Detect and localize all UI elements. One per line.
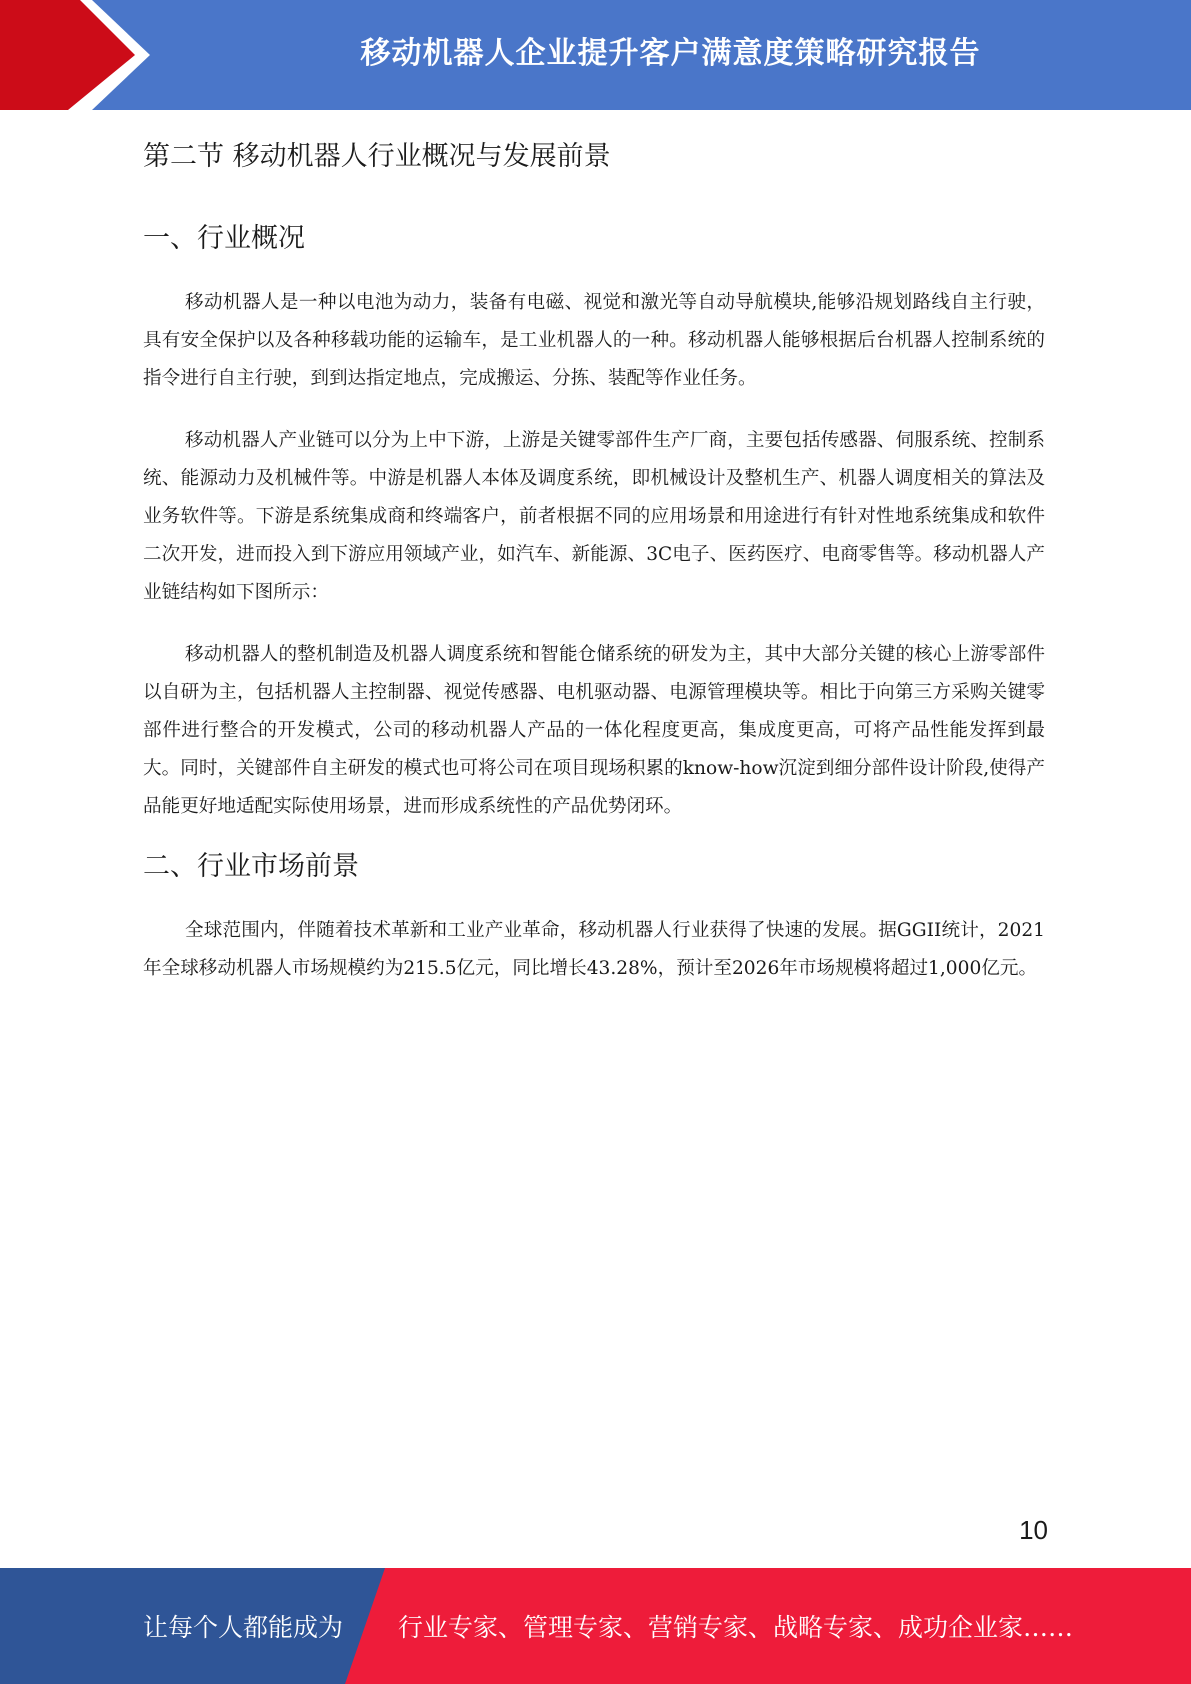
heading-market-outlook: 二、行业市场前景 [143, 851, 359, 882]
paragraph: 全球范围内，伴随着技术革新和工业产业革命，移动机器人行业获得了快速的发展。据GGII统计，2021年全球移动机器人市场规模约为215.5亿元，同比增长43.28%，预计至2026年市场规模将超过1,000亿元。 [143, 920, 1045, 979]
paragraph: 移动机器人的整机制造及机器人调度系统和智能仓储系统的研发为主，其中大部分关键的核心上游零部件以自研为主，包括机器人主控制器、视觉传感器、电机驱动器、电源管理模块等。相比于向第三方采购关键零部件进行整合的开发模式，公司的移动机器人产品的一体化程度更高，集成度更高，可将产品性能发挥到最大。同时，关键部件自主研发的模式也可将公司在项目现场积累的know-how沉淀到细分部件设计阶段,使得产品能更好地适配实际使用场景，进而形成系统性的产品优势闭环。 [143, 644, 1045, 817]
paragraph: 移动机器人产业链可以分为上中下游，上游是关键零部件生产厂商，主要包括传感器、伺服系统、控制系统、能源动力及机械件等。中游是机器人本体及调度系统，即机械设计及整机生产、机器人调度相关的算法及业务软件等。下游是系统集成商和终端客户，前者根据不同的应用场景和用途进行有针对性地系统集成和软件二次开发，进而投入到下游应用领域产业，如汽车、新能源、3C电子、医药医疗、电商零售等。移动机器人产业链结构如下图所示： [143, 430, 1045, 603]
footer-slogan-right: 行业专家、管理专家、营销专家、战略专家、成功企业家…… [398, 1613, 1074, 1642]
footer-slogan-left: 让每个人都能成为 [143, 1613, 344, 1642]
footer-banner [0, 1568, 1191, 1684]
paragraph: 移动机器人是一种以电池为动力，装备有电磁、视觉和激光等自动导航模块,能够沿规划路线自主行驶，具有安全保护以及各种移载功能的运输车，是工业机器人的一种。移动机器人能够根据后台机器人控制系统的指令进行自主行驶，到到达指定地点，完成搬运、分拣、装配等作业任务。 [143, 292, 1045, 389]
report-title: 移动机器人企业提升客户满意度策略研究报告 [360, 36, 981, 71]
page-content [143, 120, 1045, 988]
header-banner [0, 0, 1191, 110]
section-title: 第二节 移动机器人行业概况与发展前景 [143, 141, 611, 172]
heading-industry-overview: 一、行业概况 [143, 223, 305, 254]
header-chevron-decoration [0, 0, 160, 110]
page-number: 10 [1019, 1515, 1048, 1545]
